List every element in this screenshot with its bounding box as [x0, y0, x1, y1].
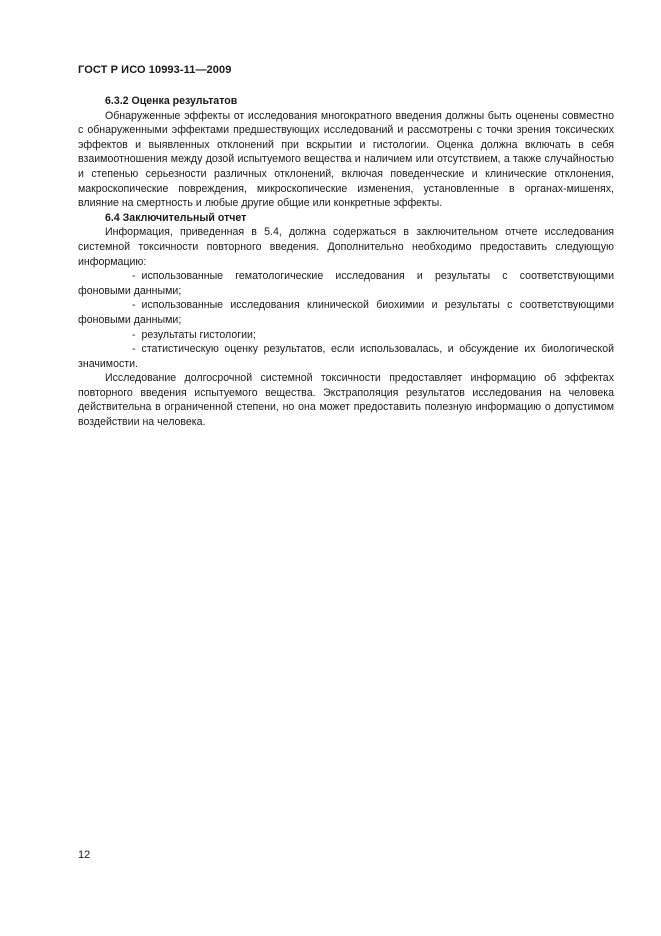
list-item-text: статистическую оценку результатов, если использовалась, и обсуждение их биологической значимости. [78, 343, 614, 370]
list-item [78, 328, 614, 343]
final-report-requirements-list [78, 269, 614, 371]
standard-designation: ГОСТ Р ИСО 10993-11—2009 [78, 64, 232, 76]
list-item [78, 342, 614, 371]
section-6-3-2-paragraph: Обнаруженные эффекты от исследования многократного введения должны быть оценены совместно с обнаруженными эффектами предшествующих исследований и рассмотрены с точки зрения токсических эффектов и выявленных отклонений при вскрытии и гистологии. Оценка должна включать в себя взаимоотношения между дозой испытуемого вещества и наличием или отсутствием, а также случайностью и степенью серьезности различных отклонений, включая поведенческие и клинические отклонения, макроскопические повреждения, микроскопические изменения, установленные в органах-мишенях, влияние на смертность и любые другие общие или конкретные эффекты. [78, 109, 614, 210]
section-heading-6-4: 6.4 Заключительный отчет [105, 211, 247, 224]
list-marker: - [132, 328, 136, 341]
list-item [78, 269, 614, 298]
section-heading-6-3-2: 6.3.2 Оценка результатов [105, 95, 238, 107]
page-number: 12 [78, 849, 91, 861]
list-marker: - [132, 343, 136, 356]
list-marker: - [132, 299, 136, 312]
section-6-4-intro: Информация, приведенная в 5.4, должна содержаться в заключительном отчете исследования системной токсичности повторного введения. Дополнительно необходимо предоставить следующую информацию: [78, 226, 614, 268]
list-item [78, 298, 614, 327]
page-content [78, 94, 614, 430]
list-marker: - [132, 270, 136, 283]
section-6-4-conclusion: Исследование долгосрочной системной токсичности предоставляет информацию об эффектах повторного введения испытуемого вещества. Экстраполяция результатов исследования на человека действительна в ограниченной степени, но она может предоставить полезную информацию о допустимом воздействии на человека. [78, 372, 614, 429]
list-item-text: использованные гематологические исследования и результаты с соответствующими фоновыми данными; [78, 270, 614, 297]
list-item-text: использованные исследования клинической биохимии и результаты с соответствующими фоновыми данными; [78, 299, 614, 326]
list-item-text: результаты гистологии; [141, 328, 256, 341]
